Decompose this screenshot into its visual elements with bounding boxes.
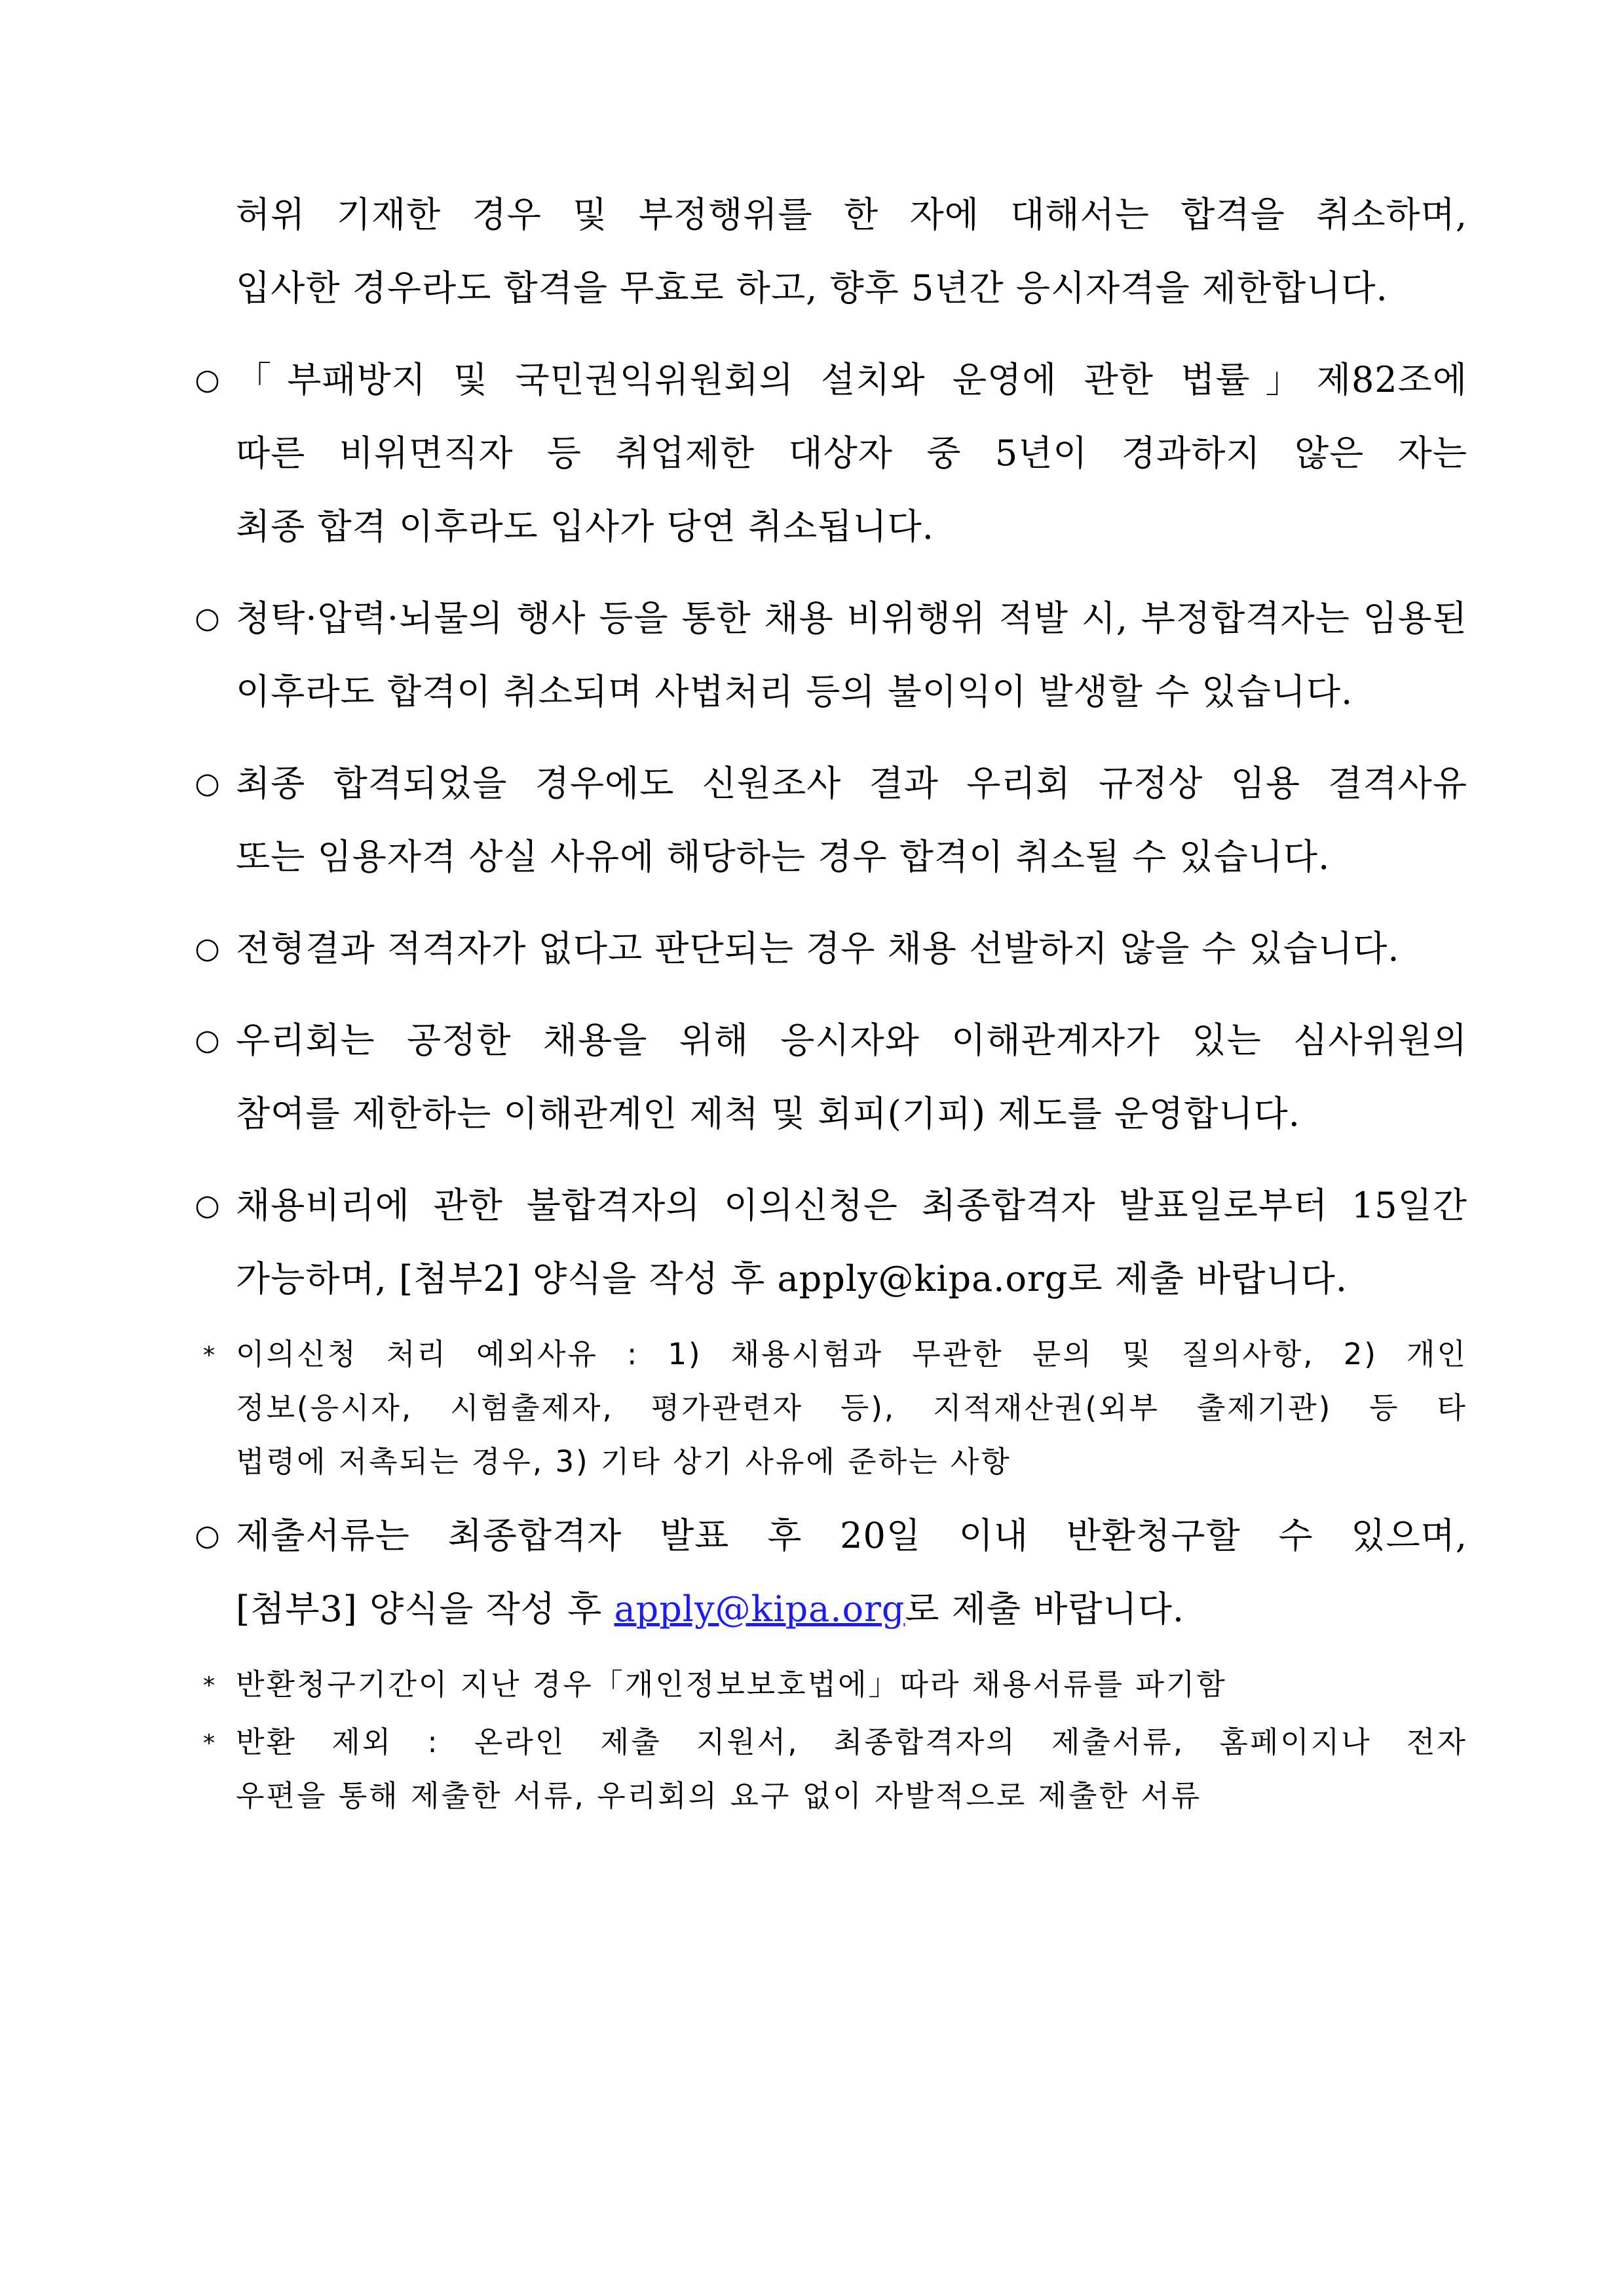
asterisk-icon: * bbox=[203, 1672, 217, 1699]
footnote-line: 정보(응시자, 시험출제자, 평가관련자 등), 지적재산권(외부 출제기관) 등 타 bbox=[236, 1390, 1467, 1425]
circle-bullet-icon: ○ bbox=[195, 1024, 221, 1057]
footnote-line: 이의신청 처리 예외사유 : 1) 채용시험과 무관한 문의 및 질의사항, 2) 개인 bbox=[236, 1337, 1467, 1371]
asterisk-icon: * bbox=[203, 1730, 217, 1757]
list-item bbox=[197, 1499, 1467, 1646]
text-line: 이후라도 합격이 취소되며 사법처리 등의 불이익이 발생할 수 있습니다. bbox=[236, 671, 1353, 712]
notice-content bbox=[197, 178, 1467, 1833]
email-link[interactable]: apply@kipa.org bbox=[614, 1588, 905, 1630]
text-line: 가능하며, [첨부2] 양식을 작성 후 apply@kipa.org로 제출 바랍니다. bbox=[236, 1258, 1348, 1299]
circle-bullet-icon: ○ bbox=[195, 1519, 221, 1552]
list-item bbox=[197, 747, 1467, 894]
text-line: 또는 임용자격 상실 사유에 해당하는 경우 합격이 취소될 수 있습니다. bbox=[236, 836, 1331, 877]
circle-bullet-icon: ○ bbox=[195, 932, 221, 965]
list-item bbox=[197, 178, 1467, 325]
text-line: 최종 합격되었을 경우에도 신원조사 결과 우리회 규정상 임용 결격사유 bbox=[236, 763, 1467, 804]
footnote-line: 반환청구기간이 지난 경우「개인정보보호법에」따라 채용서류를 파기함 bbox=[236, 1667, 1227, 1702]
footnote-line: 반환 제외 : 온라인 제출 지원서, 최종합격자의 제출서류, 홈페이지나 전자 bbox=[236, 1725, 1467, 1759]
list-item bbox=[197, 343, 1467, 564]
circle-bullet-icon: ○ bbox=[195, 767, 221, 800]
footnote bbox=[197, 1715, 1467, 1823]
footnote-line: 우편을 통해 제출한 서류, 우리회의 요구 없이 자발적으로 제출한 서류 bbox=[236, 1778, 1202, 1813]
text-fragment: [첨부3] 양식을 작성 후 bbox=[236, 1588, 614, 1630]
text-line: 전형결과 적격자가 없다고 판단되는 경우 채용 선발하지 않을 수 있습니다. bbox=[236, 928, 1400, 969]
text-fragment: 로 제출 바랍니다. bbox=[905, 1588, 1185, 1630]
circle-bullet-icon: ○ bbox=[195, 1189, 221, 1222]
list-item bbox=[197, 1169, 1467, 1316]
list-item bbox=[197, 1004, 1467, 1151]
circle-bullet-icon: ○ bbox=[195, 363, 221, 396]
text-line bbox=[236, 1573, 1467, 1646]
text-line: 참여를 제한하는 이해관계인 제척 및 회피(기피) 제도를 운영합니다. bbox=[236, 1093, 1300, 1134]
text-line: 제출서류는 최종합격자 발표 후 20일 이내 반환청구할 수 있으며, bbox=[236, 1515, 1467, 1556]
list-item bbox=[197, 912, 1467, 985]
text-line: 최종 합격 이후라도 입사가 당연 취소됩니다. bbox=[236, 506, 934, 547]
text-line: 허위 기재한 경우 및 부정행위를 한 자에 대해서는 합격을 취소하며, bbox=[236, 194, 1467, 235]
footnote bbox=[197, 1658, 1467, 1712]
text-line: 우리회는 공정한 채용을 위해 응시자와 이해관계자가 있는 심사위원의 bbox=[236, 1020, 1467, 1061]
list-item bbox=[197, 582, 1467, 729]
circle-bullet-icon: ○ bbox=[195, 602, 221, 635]
asterisk-icon: * bbox=[203, 1342, 217, 1369]
text-line: 청탁·압력·뇌물의 행사 등을 통한 채용 비위행위 적발 시, 부정합격자는 임용된 bbox=[236, 598, 1467, 639]
text-line: 입사한 경우라도 합격을 무효로 하고, 향후 5년간 응시자격을 제한합니다. bbox=[236, 267, 1388, 309]
text-line: 따른 비위면직자 등 취업제한 대상자 중 5년이 경과하지 않은 자는 bbox=[236, 432, 1467, 474]
text-line: 채용비리에 관한 불합격자의 이의신청은 최종합격자 발표일로부터 15일간 bbox=[236, 1185, 1467, 1226]
text-line: 「부패방지 및 국민권익위원회의 설치와 운영에 관한 법률」제82조에 bbox=[236, 359, 1467, 400]
footnote bbox=[197, 1328, 1467, 1489]
footnote-line: 법령에 저촉되는 경우, 3) 기타 상기 사유에 준하는 사항 bbox=[236, 1444, 1011, 1479]
